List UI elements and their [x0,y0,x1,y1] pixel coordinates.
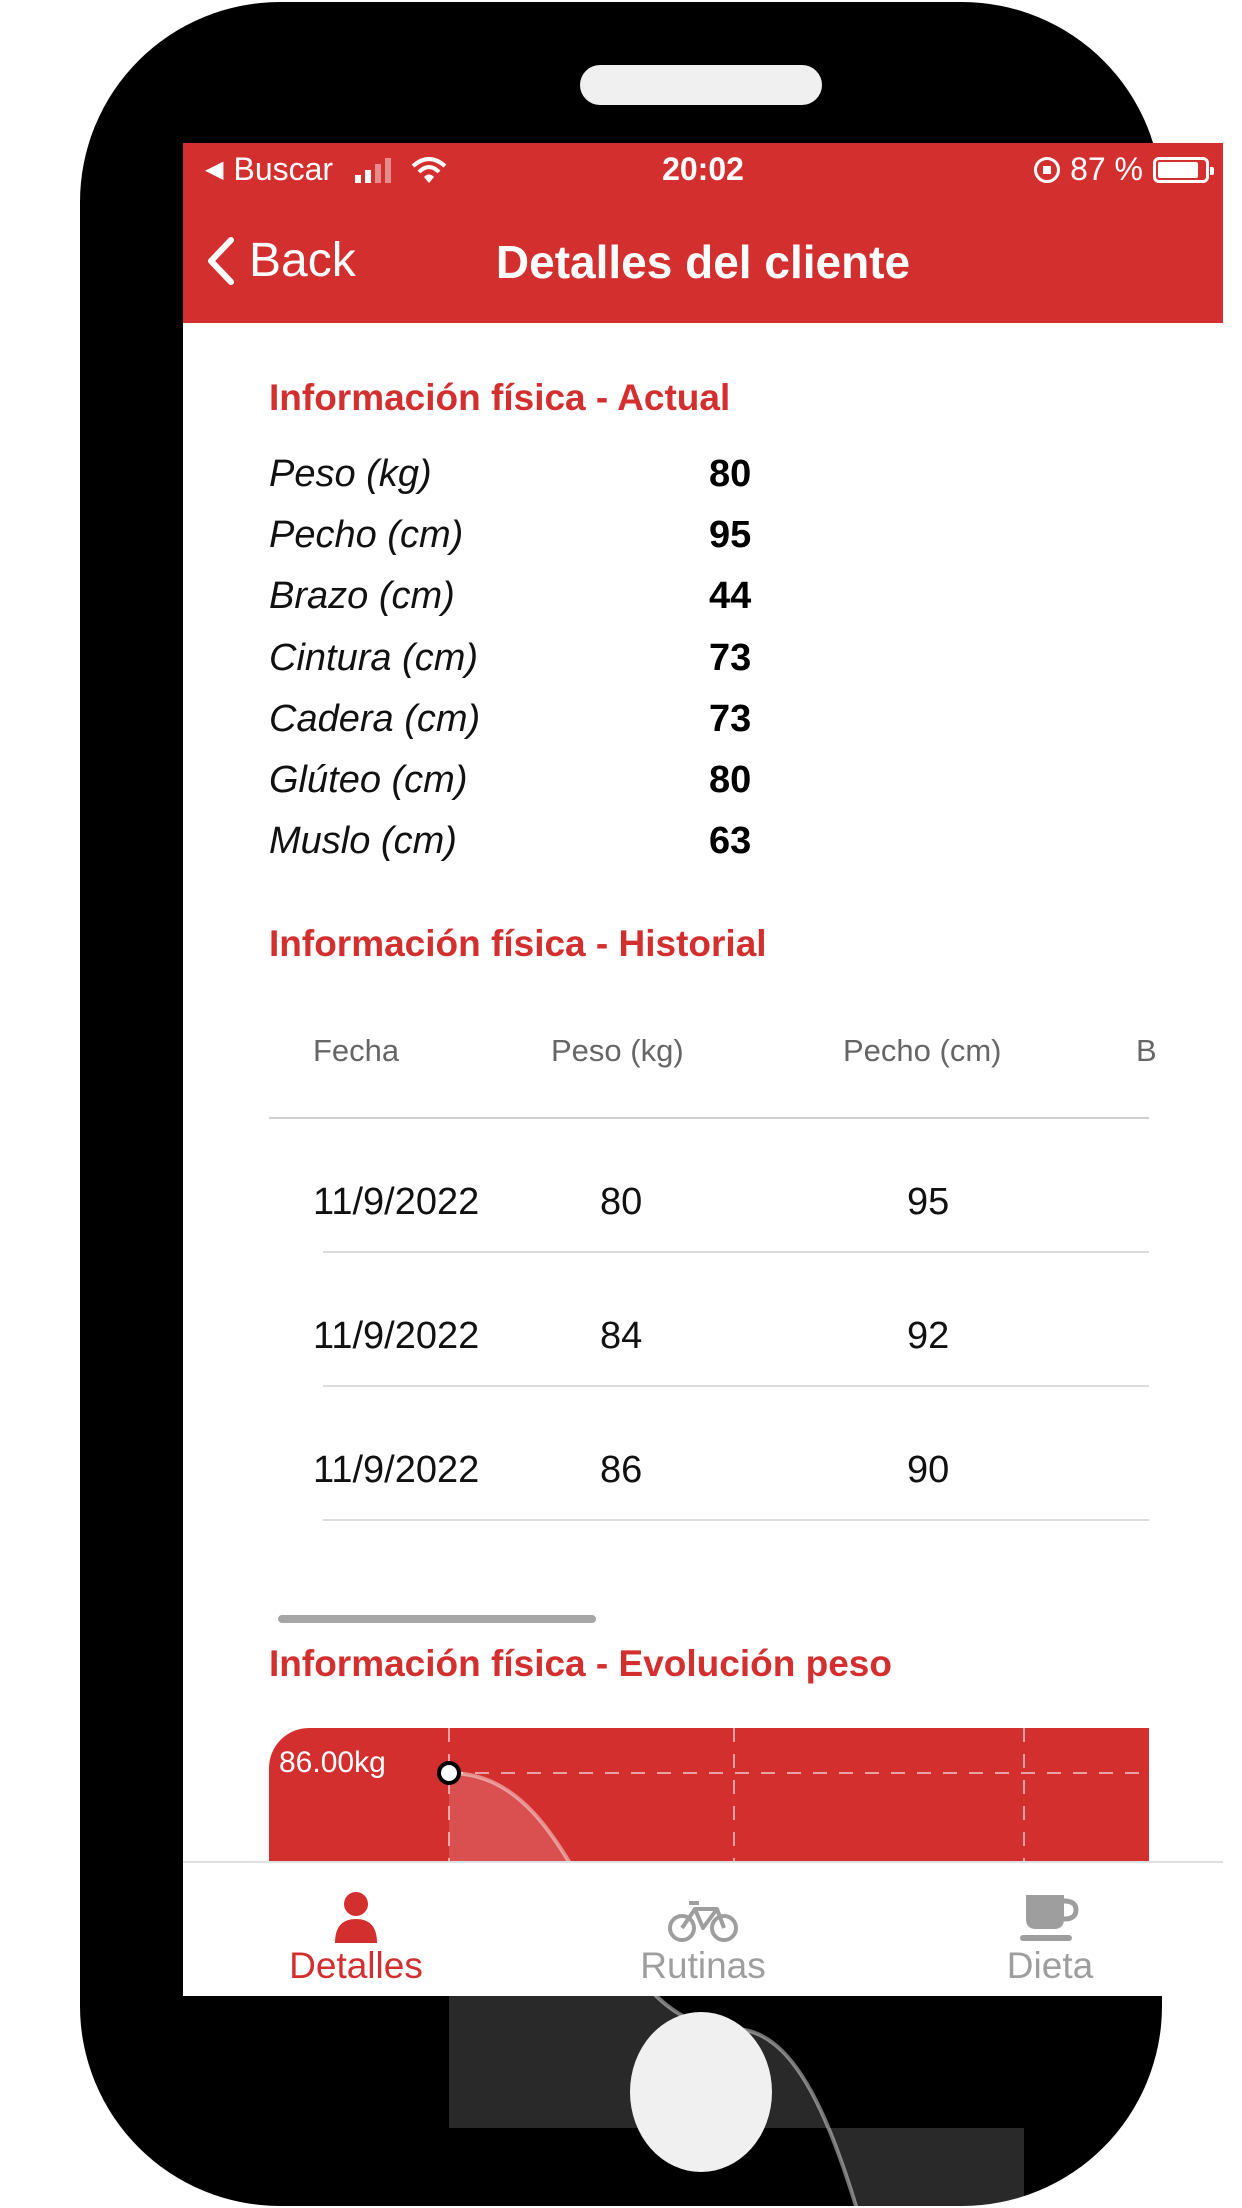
back-label: Back [249,234,356,287]
header-divider [269,1117,1149,1119]
cell-pecho: 95 [907,1181,950,1223]
metric-label: Pecho (cm) [269,514,464,556]
back-triangle-icon: ◀ [205,156,224,183]
details-content[interactable] [183,323,1223,1861]
column-header-brazo[interactable]: B [1136,1033,1157,1068]
cell-pecho: 90 [907,1449,950,1491]
metric-label: Muslo (cm) [269,820,457,862]
data-point[interactable] [439,1763,459,1783]
cell-peso: 80 [600,1181,643,1223]
y-tick-label: 86.00kg [279,1746,386,1779]
row-divider [323,1251,1149,1253]
cell-fecha: 11/9/2022 [313,1449,480,1491]
status-right [1034,151,1209,188]
column-header-fecha[interactable]: Fecha [313,1033,400,1068]
tab-label: Rutinas [640,1945,766,1986]
home-button[interactable] [630,2012,772,2172]
metric-value: 73 [709,698,752,740]
cell-peso: 86 [600,1449,643,1491]
phone-frame [80,2,1162,2206]
tab-bar [183,1861,1223,1996]
person-icon [183,1883,529,1943]
metric-label: Peso (kg) [269,453,432,495]
cell-peso: 84 [600,1315,643,1357]
tab-detalles[interactable] [183,1863,529,1998]
battery-icon [1153,157,1209,183]
orientation-lock-icon [1034,157,1060,183]
evolution-title: Información física - Evolución peso [269,1643,892,1684]
status-back-app-label: Buscar [233,151,334,187]
metric-label: Brazo (cm) [269,575,455,617]
cell-fecha: 11/9/2022 [313,1315,480,1357]
page-title: Detalles del cliente [495,236,911,288]
column-header-pecho[interactable]: Pecho (cm) [843,1033,1002,1068]
tab-label: Detalles [289,1945,423,1986]
metric-label: Glúteo (cm) [269,759,468,801]
navigation-bar [183,199,1223,323]
status-time: 20:02 [662,151,744,187]
bicycle-icon [530,1883,876,1943]
history-table[interactable] [269,983,1157,1583]
metric-value: 95 [709,514,752,556]
status-bar [183,143,1223,199]
horizontal-scrollbar[interactable] [278,1615,596,1623]
coffee-cup-icon [877,1883,1223,1943]
app-screen [183,143,1223,1996]
metric-value: 80 [709,453,752,495]
metric-label: Cadera (cm) [269,698,481,740]
app-header [183,143,1223,323]
metric-value: 80 [709,759,752,801]
column-header-peso[interactable]: Peso (kg) [551,1033,684,1068]
row-divider [323,1385,1149,1387]
cell-fecha: 11/9/2022 [313,1181,480,1223]
current-info-title: Información física - Actual [269,377,731,418]
tab-rutinas[interactable] [530,1863,876,1998]
tab-dieta[interactable] [877,1863,1223,1998]
metric-value: 44 [709,575,752,617]
history-title: Información física - Historial [269,923,767,964]
cell-pecho: 92 [907,1315,950,1357]
metric-value: 73 [709,637,752,679]
speaker-grille [580,65,822,105]
tab-label: Dieta [1006,1945,1094,1986]
row-divider [323,1519,1149,1521]
metric-label: Cintura (cm) [269,637,479,679]
metric-value: 63 [709,820,752,862]
battery-percent: 87 % [1070,151,1143,187]
